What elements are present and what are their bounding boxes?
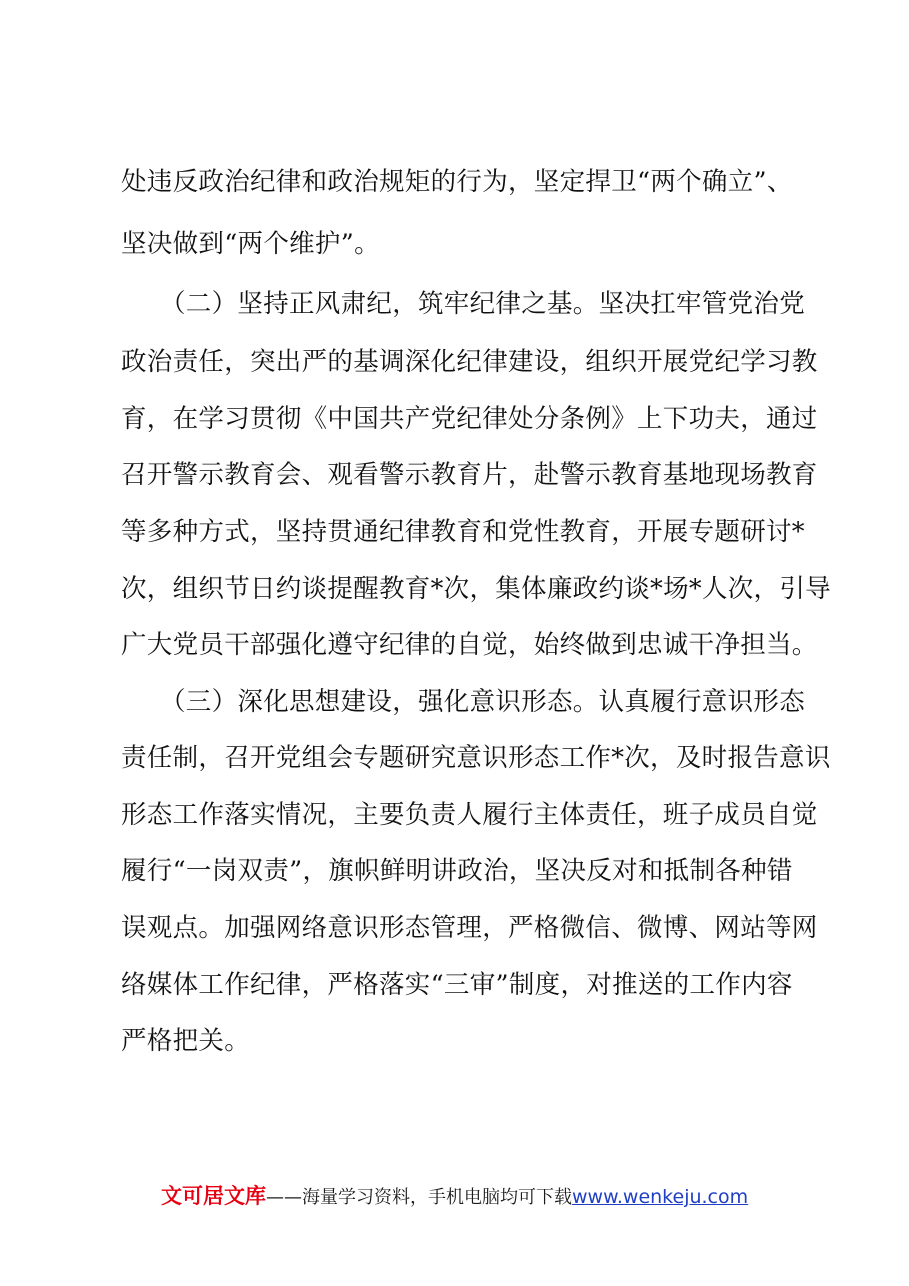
footer-banner — [161, 1183, 748, 1211]
footer-tagline: 海量学习资料，手机电脑均可下载 — [302, 1187, 572, 1208]
body-text-line: 络媒体工作纪律，严格落实“三审”制度，对推送的工作内容 — [121, 970, 793, 1000]
body-text-line: 严格把关。 — [121, 1026, 251, 1056]
body-text-line: 召开警示教育会、观看警示教育片，赴警示教育基地现场教育 — [121, 460, 818, 490]
website-link[interactable]: www.wenkeju.com — [572, 1186, 749, 1208]
body-text-line: 育，在学习贯彻《中国共产党纪律处分条例》上下功夫，通过 — [121, 404, 818, 434]
body-text-line: 误观点。加强网络意识形态管理，严格微信、微博、网站等网 — [121, 913, 818, 943]
brand-name: 文可居文库 — [161, 1184, 266, 1208]
body-text-line: 履行“一岗双责”，旗帜鲜明讲政治，坚决反对和抵制各种错 — [121, 856, 793, 886]
body-text-line: 广大党员干部强化遵守纪律的自觉，始终做到忠诚干净担当。 — [121, 630, 818, 660]
body-text-line: 次，组织节日约谈提醒教育*次，集体廉政约谈*场*人次，引导 — [121, 574, 831, 604]
body-text-line: 处违反政治纪律和政治规矩的行为，坚定捍卫“两个确立”、 — [121, 167, 793, 197]
body-text-line: 政治责任，突出严的基调深化纪律建设，组织开展党纪学习教 — [121, 347, 818, 377]
footer-dash: —— — [266, 1187, 302, 1208]
section-heading-line: （二）坚持正风肃纪，筑牢纪律之基。坚决扛牢管党治党 — [160, 289, 806, 319]
body-text-line: 责任制，召开党组会专题研究意识形态工作*次，及时报告意识 — [121, 743, 831, 773]
body-text-line: 坚决做到“两个维护”。 — [121, 229, 380, 259]
body-text-line: 等多种方式，坚持贯通纪律教育和党性教育，开展专题研讨* — [121, 517, 805, 547]
section-heading-line: （三）深化思想建设，强化意识形态。认真履行意识形态 — [160, 687, 806, 717]
body-text-line: 形态工作落实情况，主要负责人履行主体责任，班子成员自觉 — [121, 800, 818, 830]
